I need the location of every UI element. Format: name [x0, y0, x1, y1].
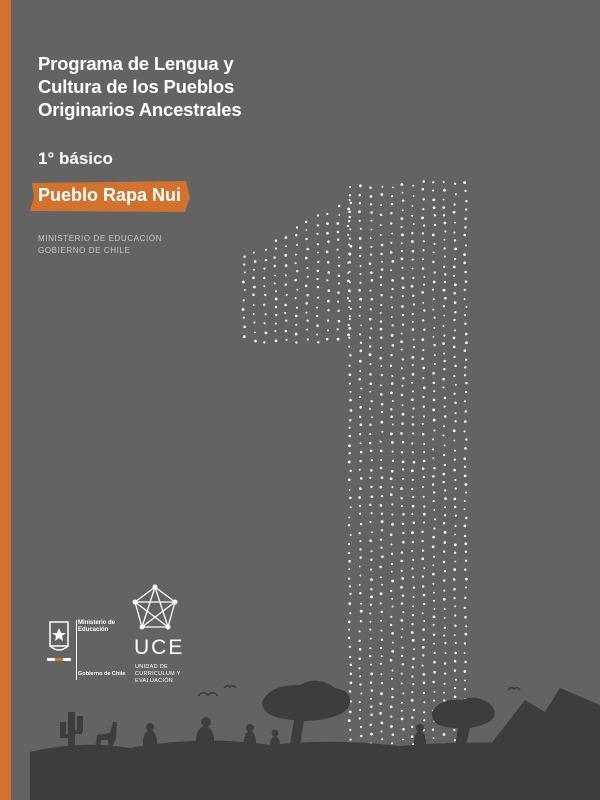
program-title-line: Originarios Ancestrales [38, 99, 242, 120]
program-title-line: Programa de Lengua y [38, 53, 234, 74]
uce-acronym: UCE [134, 636, 185, 659]
ministry-line: MINISTERIO DE EDUCACIÓN [38, 234, 163, 243]
grade-level: 1° básico [38, 149, 113, 168]
gobierno-label: Gobierno de Chile [78, 671, 126, 677]
ministerio-line: Ministerio de [78, 620, 116, 626]
uce-line: UNIDAD DE [135, 664, 168, 670]
uce-line: EVALUACIÓN [135, 678, 174, 684]
ministerio-line: Educación [78, 627, 109, 633]
pueblo-name: Pueblo Rapa Nui [38, 185, 182, 205]
uce-line: CURRÍCULUM Y [135, 671, 181, 677]
ministry-line: GOBIERNO DE CHILE [38, 246, 131, 255]
program-title-line: Cultura de los Pueblos [38, 76, 235, 97]
